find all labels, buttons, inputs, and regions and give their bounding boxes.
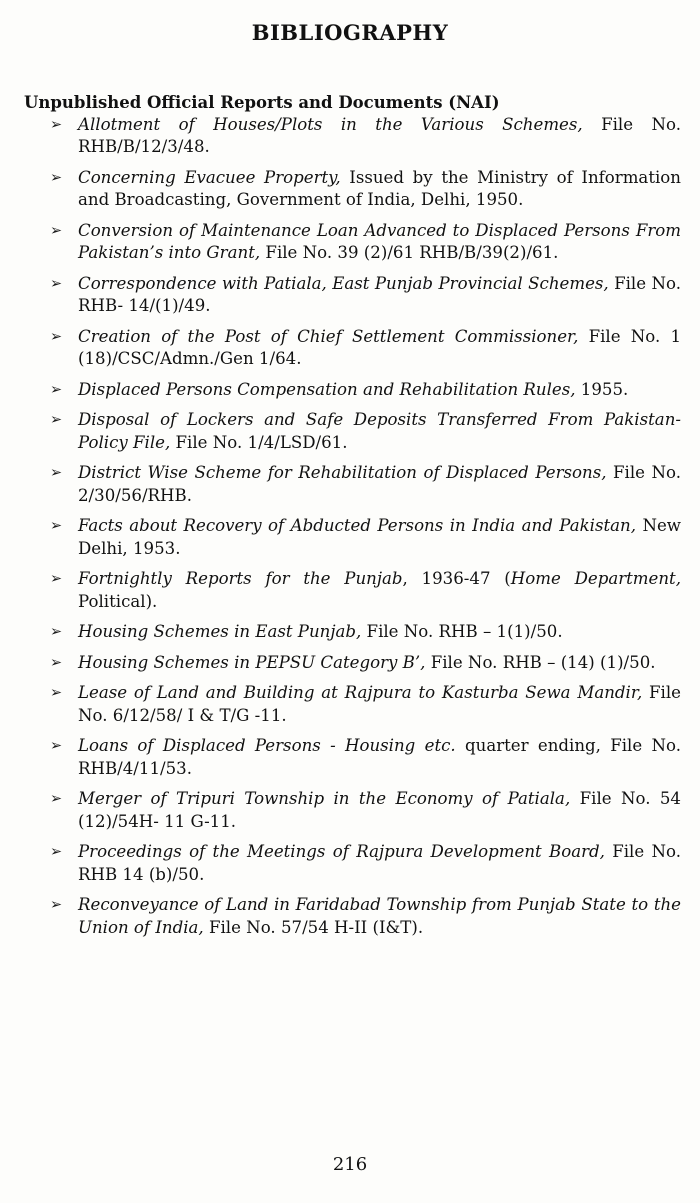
entry-title-italic: Concerning Evacuee Property, <box>78 167 341 187</box>
entry-detail-roman: quarter ending, File No. RHB/4/11/53. <box>78 736 681 778</box>
entry-title-italic: Housing Schemes in PEPSU Category B’, <box>78 652 426 672</box>
arrow-bullet-icon: ➢ <box>50 685 63 702</box>
arrow-bullet-icon: ➢ <box>50 328 63 345</box>
section-heading: Unpublished Official Reports and Documents (NAI) <box>24 93 500 112</box>
entry-title-italic: Loans of Displaced Persons - Housing etc. <box>78 736 456 756</box>
entry-title-italic: Lease of Land and Building at Rajpura to Kasturba Sewa Mandir, <box>78 683 643 703</box>
arrow-bullet-icon: ➢ <box>50 465 63 482</box>
entry-detail-roman: File No. 54 (12)/54H- 11 G-11. <box>78 789 681 831</box>
entry-detail-roman: New Delhi, 1953. <box>78 516 682 558</box>
entry-title-italic: Fortnightly Reports for the Punjab <box>78 569 403 589</box>
entry-detail-roman: File No. RHB – (14) (1)/50. <box>425 652 656 672</box>
entry-detail-roman: File No. 2/30/56/RHB. <box>78 463 681 505</box>
entry-title-italic: Merger of Tripuri Township in the Economy of Patiala, <box>78 789 571 809</box>
entry-title-italic: Facts about Recovery of Abducted Persons in India and Pakistan, <box>78 516 637 536</box>
bibliography-entry <box>0 515 681 560</box>
bibliography-entry-list <box>0 114 700 939</box>
bibliography-entry <box>0 379 681 401</box>
page-title: BIBLIOGRAPHY <box>251 20 449 45</box>
arrow-bullet-icon: ➢ <box>50 654 63 671</box>
bibliography-entry <box>0 735 681 780</box>
entry-detail-roman: File No. RHB – 1(1)/50. <box>361 622 563 642</box>
entry-detail-roman: File No. RHB 14 (b)/50. <box>78 842 681 884</box>
bibliography-entry <box>0 841 681 886</box>
entry-detail-roman: File No. 1/4/LSD/61. <box>170 432 348 452</box>
bibliography-entry <box>0 409 681 454</box>
entry-detail-roman: File No. RHB- 14/(1)/49. <box>78 273 681 316</box>
arrow-bullet-icon: ➢ <box>50 169 63 186</box>
bibliography-entry <box>0 621 681 643</box>
entry-title-italic: Creation of the Post of Chief Settlement Commissioner, <box>78 326 579 346</box>
arrow-bullet-icon: ➢ <box>50 381 63 398</box>
entry-detail-roman-2: Political). <box>78 591 158 611</box>
bibliography-entry <box>0 462 681 507</box>
bibliography-entry <box>0 326 681 371</box>
entry-detail-roman: Issued by the Ministry of Information and Broadcasting, Government of India, Delhi, 1950. <box>78 167 681 210</box>
entry-title-italic-2: Home Department, <box>510 569 681 589</box>
entry-title-italic: Displaced Persons Compensation and Rehabilitation Rules, <box>78 379 576 399</box>
arrow-bullet-icon: ➢ <box>50 571 63 588</box>
entry-detail-roman: File No. 57/54 H-II (I&T). <box>203 917 424 937</box>
entry-title-italic: Disposal of Lockers and Safe Deposits Transferred From Pakistan-Policy File, <box>78 410 681 452</box>
arrow-bullet-icon: ➢ <box>50 738 63 755</box>
entry-title-italic: District Wise Scheme for Rehabilitation of Displaced Persons, <box>78 463 607 483</box>
arrow-bullet-icon: ➢ <box>50 897 63 914</box>
arrow-bullet-icon: ➢ <box>50 844 63 861</box>
bibliography-entry <box>0 894 681 939</box>
entry-title-italic: Proceedings of the Meetings of Rajpura Development Board, <box>78 842 605 862</box>
bibliography-entry <box>0 273 681 318</box>
entry-detail-roman: File No. 6/12/58/ I & T/G -11. <box>78 683 681 725</box>
bibliography-entry <box>0 568 681 613</box>
arrow-bullet-icon: ➢ <box>50 117 63 133</box>
entry-title-italic: Reconveyance of Land in Faridabad Township from Punjab State to the Union of India, <box>78 895 681 937</box>
arrow-bullet-icon: ➢ <box>50 624 63 641</box>
bibliography-entry <box>0 167 681 212</box>
entry-detail-roman: File No. RHB/B/12/3/48. <box>78 115 681 157</box>
arrow-bullet-icon: ➢ <box>50 791 63 808</box>
entry-detail-roman: File No. 1 (18)/CSC/Admn./Gen 1/64. <box>78 326 682 369</box>
arrow-bullet-icon: ➢ <box>50 275 63 292</box>
entry-title-italic: Conversion of Maintenance Loan Advanced to Displaced Persons From Pakistan’s into Grant, <box>78 220 681 263</box>
page-number: 216 <box>332 1154 368 1175</box>
bibliography-entry <box>0 220 681 265</box>
bibliography-entry <box>0 682 681 727</box>
bibliography-entry <box>0 788 681 833</box>
arrow-bullet-icon: ➢ <box>50 222 63 239</box>
entry-title-italic: Correspondence with Patiala, East Punjab Provincial Schemes, <box>78 273 609 293</box>
entry-detail-roman: 1955. <box>575 379 629 399</box>
arrow-bullet-icon: ➢ <box>50 412 63 429</box>
entry-detail-roman: File No. 39 (2)/61 RHB/B/39(2)/61. <box>260 243 559 263</box>
bibliography-entry <box>0 652 681 674</box>
entry-title-italic: Allotment of Houses/Plots in the Various Schemes, <box>78 115 583 134</box>
bibliography-entry <box>0 114 681 159</box>
arrow-bullet-icon: ➢ <box>50 518 63 535</box>
entry-title-italic: Housing Schemes in East Punjab, <box>78 622 362 642</box>
entry-detail-roman: , 1936-47 ( <box>402 569 511 589</box>
